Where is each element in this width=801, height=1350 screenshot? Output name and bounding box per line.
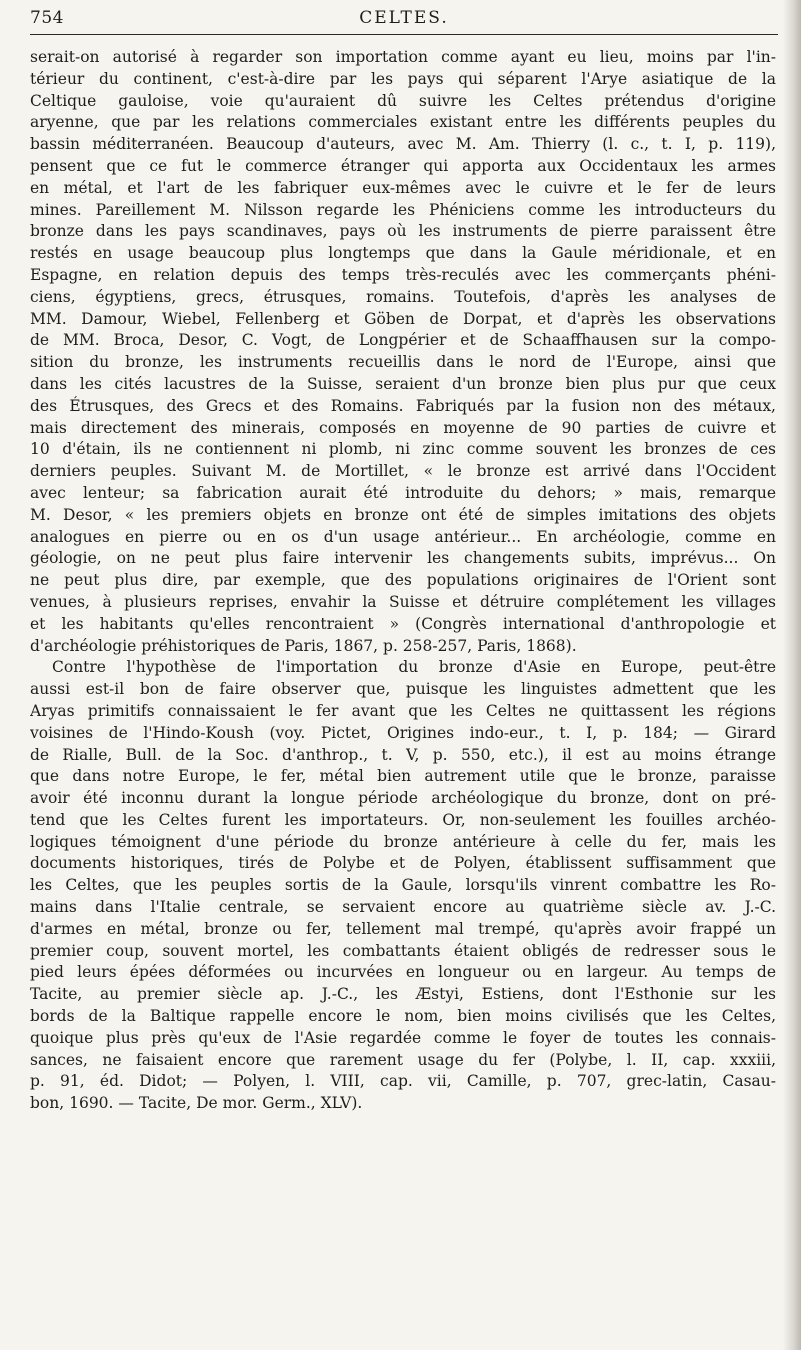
text-line: de Rialle, Bull. de la Soc. d'anthrop., t. V, p. 550, etc.), il est au moins étrange bbox=[30, 745, 776, 764]
text-line: derniers peuples. Suivant M. de Mortillet, « le bronze est arrivé dans l'Occident bbox=[30, 462, 776, 481]
text-line: bronze dans les pays scandinaves, pays où les instruments de pierre paraissent être bbox=[30, 222, 776, 241]
text-line: pied leurs épées déformées ou incurvées en longueur ou en largeur. Au temps de bbox=[30, 963, 776, 982]
text-line: des Étrusques, des Grecs et des Romains. Fabriqués par la fusion non des métaux, bbox=[30, 396, 776, 415]
text-line: d'archéologie préhistoriques de Paris, 1867, p. 258-257, Paris, 1868). bbox=[30, 636, 577, 655]
text-line: 10 d'étain, ils ne contiennent ni plomb, ni zinc comme souvent les bronzes de ces bbox=[30, 440, 776, 459]
running-title: CELTES. bbox=[359, 8, 449, 28]
page-edge-shadow bbox=[783, 0, 801, 1350]
text-line: térieur du continent, c'est-à-dire par les pays qui séparent l'Arye asiatique de la bbox=[30, 69, 776, 88]
text-line: mains dans l'Italie centrale, se servaient encore au quatrième siècle av. J.-C. bbox=[30, 898, 776, 917]
text-line: sances, ne faisaient encore que rarement usage du fer (Polybe, l. II, cap. xxxiii, bbox=[30, 1050, 776, 1069]
text-line: Tacite, au premier siècle ap. J.-C., les Æstyi, Estiens, dont l'Esthonie sur les bbox=[30, 985, 776, 1004]
text-line: voisines de l'Hindo-Koush (voy. Pictet, Origines indo-eur., t. I, p. 184; — Girard bbox=[30, 723, 776, 742]
text-line: bon, 1690. — Tacite, De mor. Germ., XLV). bbox=[30, 1094, 363, 1113]
text-line: géologie, on ne peut plus faire intervenir les changements subits, imprévus... On bbox=[30, 549, 776, 568]
text-line: serait-on autorisé à regarder son importation comme ayant eu lieu, moins par l'in- bbox=[30, 48, 776, 66]
text-line: aryenne, que par les relations commerciales existant entre les différents peuples du bbox=[30, 113, 776, 132]
text-line: p. 91, éd. Didot; — Polyen, l. VIII, cap. vii, Camille, p. 707, grec-latin, Casau- bbox=[30, 1072, 776, 1091]
text-line: venues, à plusieurs reprises, envahir la Suisse et détruire complétement les villages bbox=[30, 592, 776, 611]
text-line: et les habitants qu'elles rencontraient » (Congrès international d'anthropologie et bbox=[30, 614, 776, 633]
text-line: avoir été inconnu durant la longue période archéologique du bronze, dont on pré- bbox=[30, 789, 776, 808]
text-line: avec lenteur; sa fabrication aurait été introduite du dehors; » mais, remarque bbox=[30, 483, 776, 502]
text-line: ciens, égyptiens, grecs, étrusques, romains. Toutefois, d'après les analyses de bbox=[30, 287, 776, 306]
text-line: MM. Damour, Wiebel, Fellenberg et Göben de Dorpat, et d'après les observations bbox=[30, 309, 776, 328]
text-line: sition du bronze, les instruments recueillis dans le nord de l'Europe, ainsi que bbox=[30, 353, 776, 372]
text-line: restés en usage beaucoup plus longtemps que dans la Gaule méridionale, et en bbox=[30, 244, 776, 263]
text-line: documents historiques, tirés de Polybe et de Polyen, établissent suffisamment que bbox=[30, 854, 776, 873]
page-number: 754 bbox=[30, 8, 64, 28]
text-line: Celtique gauloise, voie qu'auraient dû suivre les Celtes prétendus d'origine bbox=[30, 91, 776, 110]
body-text bbox=[30, 47, 776, 1115]
text-line: pensent que ce fut le commerce étranger qui apporta aux Occidentaux les armes bbox=[30, 156, 776, 175]
text-line: ne peut plus dire, par exemple, que des populations originaires de l'Orient sont bbox=[30, 571, 776, 590]
text-line: M. Desor, « les premiers objets en bronze ont été de simples imitations des objets bbox=[30, 505, 776, 524]
text-line: de MM. Broca, Desor, C. Vogt, de Longpérier et de Schaaffhausen sur la compo- bbox=[30, 331, 776, 350]
text-line: Contre l'hypothèse de l'importation du bronze d'Asie en Europe, peut-être bbox=[52, 658, 776, 677]
text-line: logiques témoignent d'une période du bronze antérieure à celle du fer, mais les bbox=[30, 832, 776, 851]
text-line: quoique plus près qu'eux de l'Asie regardée comme le foyer de toutes les connais- bbox=[30, 1028, 776, 1047]
text-line: analogues en pierre ou en os d'un usage antérieur... En archéologie, comme en bbox=[30, 527, 776, 546]
text-line: aussi est-il bon de faire observer que, puisque les linguistes admettent que les bbox=[30, 680, 776, 699]
text-line: bords de la Baltique rappelle encore le nom, bien moins civilisés que les Celtes, bbox=[30, 1007, 776, 1026]
text-line: tend que les Celtes furent les importateurs. Or, non-seulement les fouilles archéo- bbox=[30, 810, 776, 829]
text-line: mines. Pareillement M. Nilsson regarde les Phéniciens comme les introducteurs du bbox=[30, 200, 776, 219]
text-line: mais directement des minerais, composés en moyenne de 90 parties de cuivre et bbox=[30, 418, 776, 437]
text-line: dans les cités lacustres de la Suisse, seraient d'un bronze bien plus pur que ceux bbox=[30, 374, 776, 393]
text-line: premier coup, souvent mortel, les combattants étaient obligés de redresser sous le bbox=[30, 941, 776, 960]
text-line: bassin méditerranéen. Beaucoup d'auteurs, avec M. Am. Thierry (l. c., t. I, p. 119), bbox=[30, 135, 776, 154]
text-line: Aryas primitifs connaissaient le fer avant que les Celtes ne quittassent les régions bbox=[30, 701, 776, 720]
text-line: en métal, et l'art de les fabriquer eux-mêmes avec le cuivre et le fer de leurs bbox=[30, 178, 776, 197]
text-line: que dans notre Europe, le fer, métal bien autrement utile que le bronze, paraisse bbox=[30, 767, 776, 786]
text-line: les Celtes, que les peuples sortis de la Gaule, lorsqu'ils vinrent combattre les Ro- bbox=[30, 876, 776, 895]
text-line: d'armes en métal, bronze ou fer, tellement mal trempé, qu'après avoir frappé un bbox=[30, 919, 776, 938]
page-header bbox=[30, 6, 778, 35]
text-line: Espagne, en relation depuis des temps très-reculés avec les commerçants phéni- bbox=[30, 265, 776, 284]
